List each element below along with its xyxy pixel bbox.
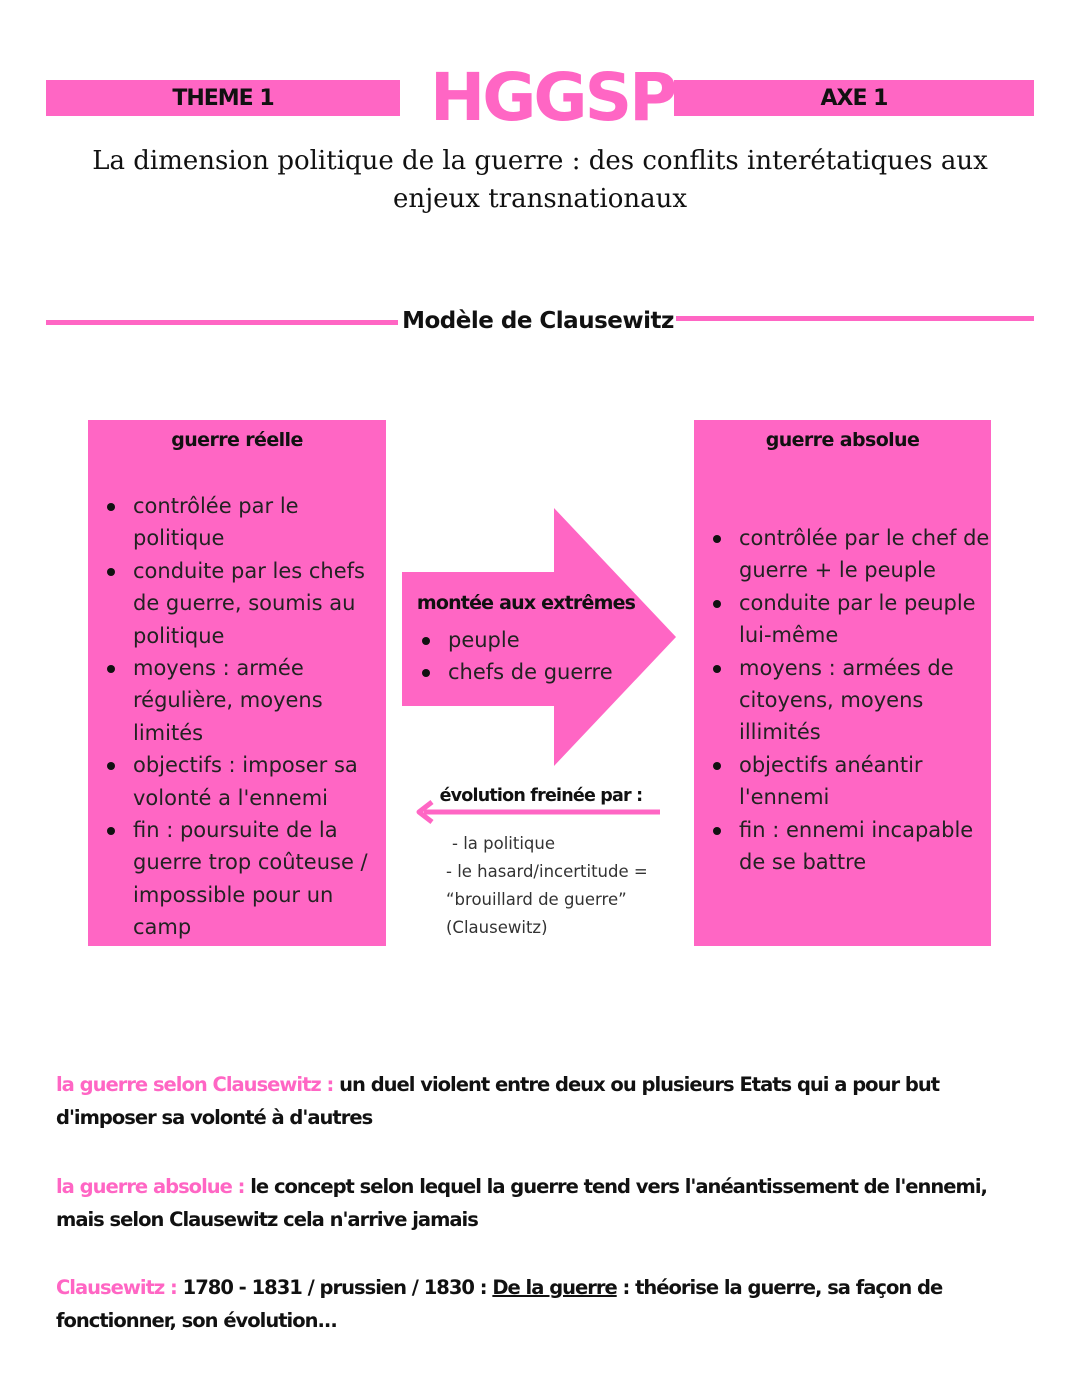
escalation-title: montée aux extrêmes bbox=[416, 592, 636, 614]
real-war-list bbox=[88, 490, 378, 944]
definition-clausewitz bbox=[56, 1271, 1020, 1337]
list-item: objectifs : imposer sa volonté a l'ennemi bbox=[133, 749, 378, 814]
list-item: contrôlée par le politique bbox=[133, 490, 378, 555]
page-title: HGGSP bbox=[430, 59, 675, 136]
definition-text: un duel violent entre deux ou plusieurs Etats qui a pour but d'imposer sa volonté à d'autres bbox=[56, 1073, 940, 1129]
list-item: moyens : armées de citoyens, moyens illimités bbox=[739, 652, 994, 749]
real-war-box bbox=[88, 420, 386, 946]
back-arrow-icon bbox=[414, 800, 664, 826]
real-war-title: guerre réelle bbox=[171, 429, 303, 451]
definition-label: la guerre selon Clausewitz : bbox=[56, 1073, 334, 1096]
definition-label: Clausewitz : bbox=[56, 1276, 177, 1299]
axis-banner bbox=[674, 80, 1034, 116]
list-item: conduite par le peuple lui-même bbox=[739, 587, 994, 652]
brake-title: évolution freinée par : bbox=[439, 786, 643, 806]
section-divider-right bbox=[676, 316, 1034, 321]
page-subtitle: La dimension politique de la guerre : des conflits interétatiques aux enjeux transnationaux bbox=[92, 146, 988, 214]
section-title: Modèle de Clausewitz bbox=[402, 308, 674, 334]
list-item: fin : poursuite de la guerre trop coûteuse / impossible pour un camp bbox=[133, 814, 378, 944]
definition-text: le concept selon lequel la guerre tend vers l'anéantissement de l'ennemi, mais selon Clausewitz cela n'arrive jamais bbox=[56, 1175, 987, 1231]
absolute-war-box bbox=[694, 420, 991, 946]
brake-line: “brouillard de guerre” bbox=[446, 890, 627, 909]
list-item: conduite par les chefs de guerre, soumis au politique bbox=[133, 555, 378, 652]
absolute-war-title: guerre absolue bbox=[765, 429, 920, 451]
definition-text: : théorise la guerre, sa façon de fonctionner, son évolution... bbox=[56, 1276, 943, 1332]
list-item: chefs de guerre bbox=[448, 656, 688, 688]
absolute-war-list bbox=[694, 522, 994, 878]
list-item: moyens : armée régulière, moyens limités bbox=[133, 652, 378, 749]
brake-line: - le hasard/incertitude = bbox=[446, 862, 648, 881]
list-item: fin : ennemi incapable de se battre bbox=[739, 814, 994, 879]
section-divider-left bbox=[46, 320, 398, 325]
axis-label: AXE 1 bbox=[820, 85, 888, 111]
definition-text: 1780 - 1831 / prussien / 1830 : bbox=[182, 1276, 487, 1299]
escalation-list bbox=[404, 624, 688, 689]
theme-banner bbox=[46, 80, 400, 116]
definition-absolute-war bbox=[56, 1170, 1020, 1236]
list-item: contrôlée par le chef de guerre + le peuple bbox=[739, 522, 994, 587]
definition-label: la guerre absolue : bbox=[56, 1175, 245, 1198]
brake-notes bbox=[446, 830, 686, 942]
list-item: peuple bbox=[448, 624, 688, 656]
brake-line: - la politique bbox=[452, 834, 556, 853]
brake-line: (Clausewitz) bbox=[446, 918, 548, 937]
definition-war bbox=[56, 1068, 1020, 1134]
theme-label: THEME 1 bbox=[172, 85, 274, 111]
book-title: De la guerre bbox=[492, 1276, 617, 1299]
list-item: objectifs anéantir l'ennemi bbox=[739, 749, 994, 814]
